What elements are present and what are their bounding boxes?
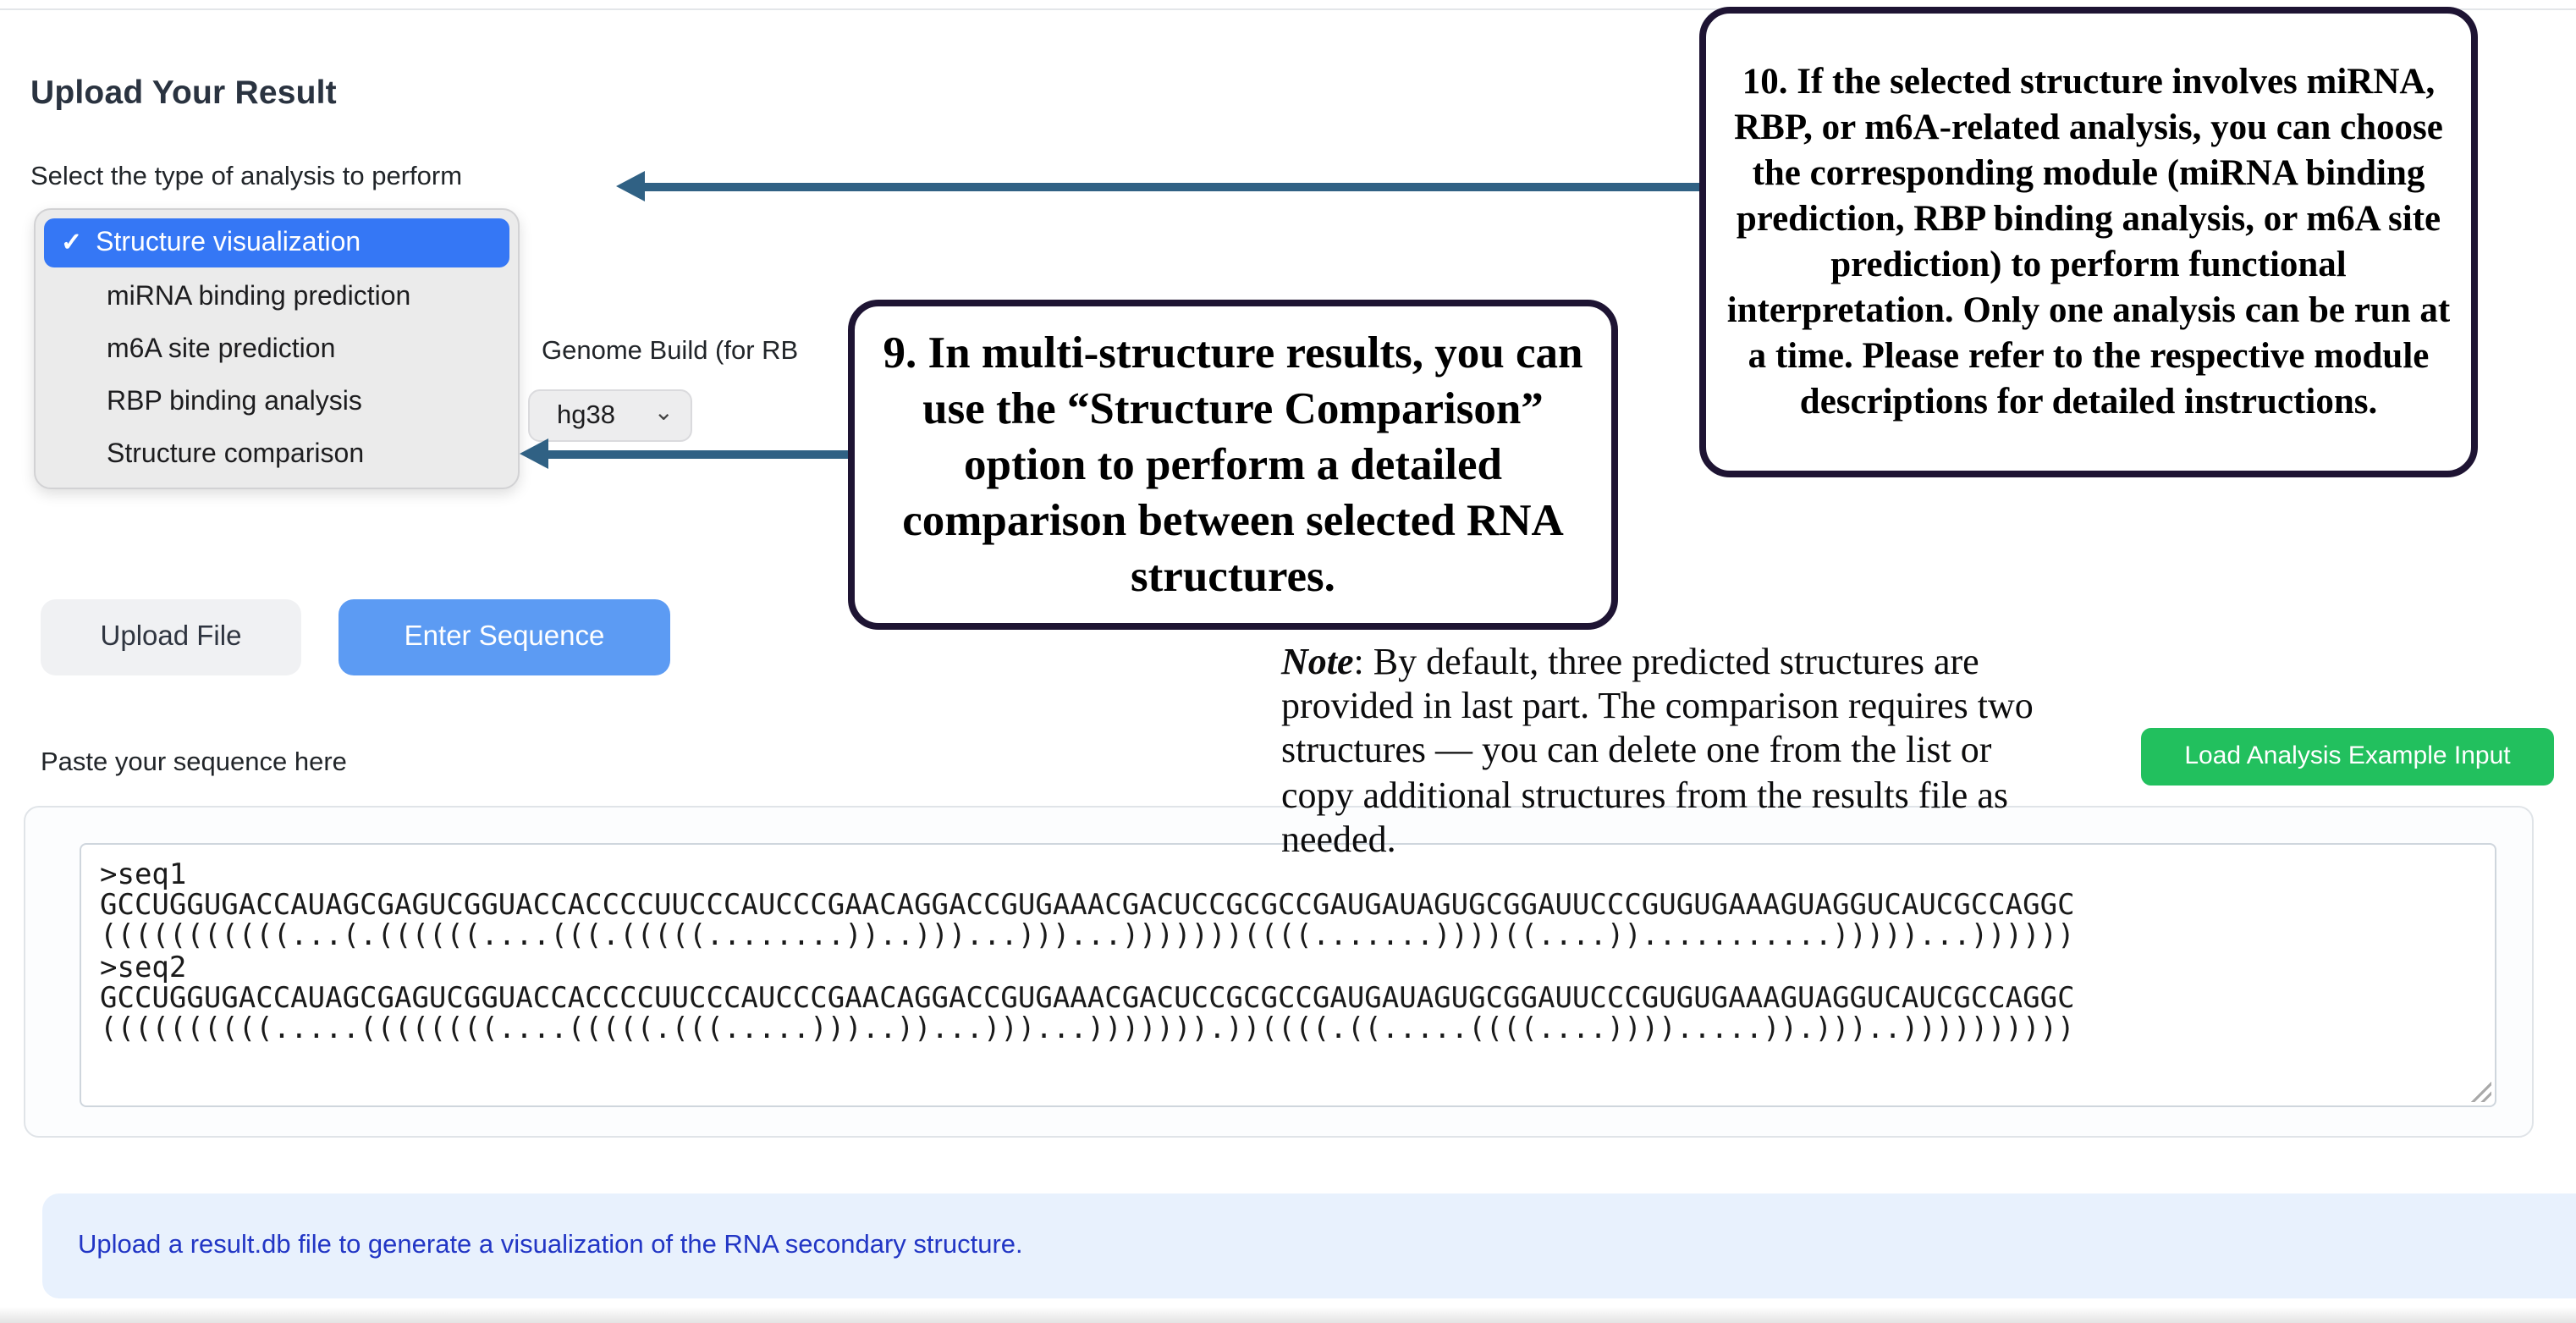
enter-sequence-tab[interactable]: Enter Sequence: [339, 599, 670, 675]
bottom-page-edge: [0, 1306, 2576, 1323]
arrow-to-analysis-select: [645, 182, 1699, 190]
dropdown-option-structure-visualization[interactable]: [44, 218, 509, 267]
info-alert-text: Upload a result.db file to generate a visualization of the RNA secondary structure.: [78, 1231, 1023, 1260]
arrow-to-analysis-select-head: [616, 170, 645, 201]
paste-sequence-label: Paste your sequence here: [41, 748, 347, 777]
info-alert: [42, 1193, 2576, 1298]
dropdown-option-label: Structure visualization: [96, 229, 361, 257]
dropdown-option-mirna-binding[interactable]: miRNA binding prediction: [107, 283, 411, 311]
callout-step-10: 10. If the selected structure involves miRNA, RBP, or m6A-related analysis, you can choose the corresponding module (miRNA binding prediction, RBP binding analysis, or m6A site prediction) to perform functional interpretation. Only one analysis can be run at a time. Please refer to the respective module descriptions for detailed instructions.: [1699, 7, 2478, 477]
sequence-textarea[interactable]: [80, 843, 2496, 1107]
dropdown-option-structure-comparison[interactable]: Structure comparison: [107, 440, 365, 469]
upload-file-tab[interactable]: Upload File: [41, 599, 301, 675]
analysis-select-label: Select the type of analysis to perform: [30, 163, 463, 191]
genome-build-value: hg38: [557, 400, 615, 429]
arrow-to-structure-comparison: [548, 449, 848, 458]
note-label: Note: [1281, 640, 1354, 682]
chevron-down-icon: ⌄: [653, 397, 674, 424]
load-example-button[interactable]: Load Analysis Example Input: [2141, 728, 2554, 785]
dropdown-option-m6a-site[interactable]: m6A site prediction: [107, 335, 336, 364]
analysis-dropdown-list[interactable]: [34, 208, 520, 489]
checkmark-icon: ✓: [61, 229, 83, 257]
note-text: Note: By default, three predicted structures are provided in last part. The comparison requires two structures — you can delete one from the list or copy additional structures from the results file as needed.: [1281, 640, 2034, 860]
genome-build-select[interactable]: [528, 389, 692, 442]
dropdown-option-rbp-binding[interactable]: RBP binding analysis: [107, 388, 362, 416]
callout-step-9: 9. In multi-structure results, you can use the “Structure Comparison” option to perform a detailed comparison between selected RNA structures.: [848, 300, 1618, 630]
page-title: Upload Your Result: [30, 74, 337, 112]
arrow-to-structure-comparison-head: [520, 438, 548, 468]
genome-build-label: Genome Build (for RB: [542, 337, 799, 366]
